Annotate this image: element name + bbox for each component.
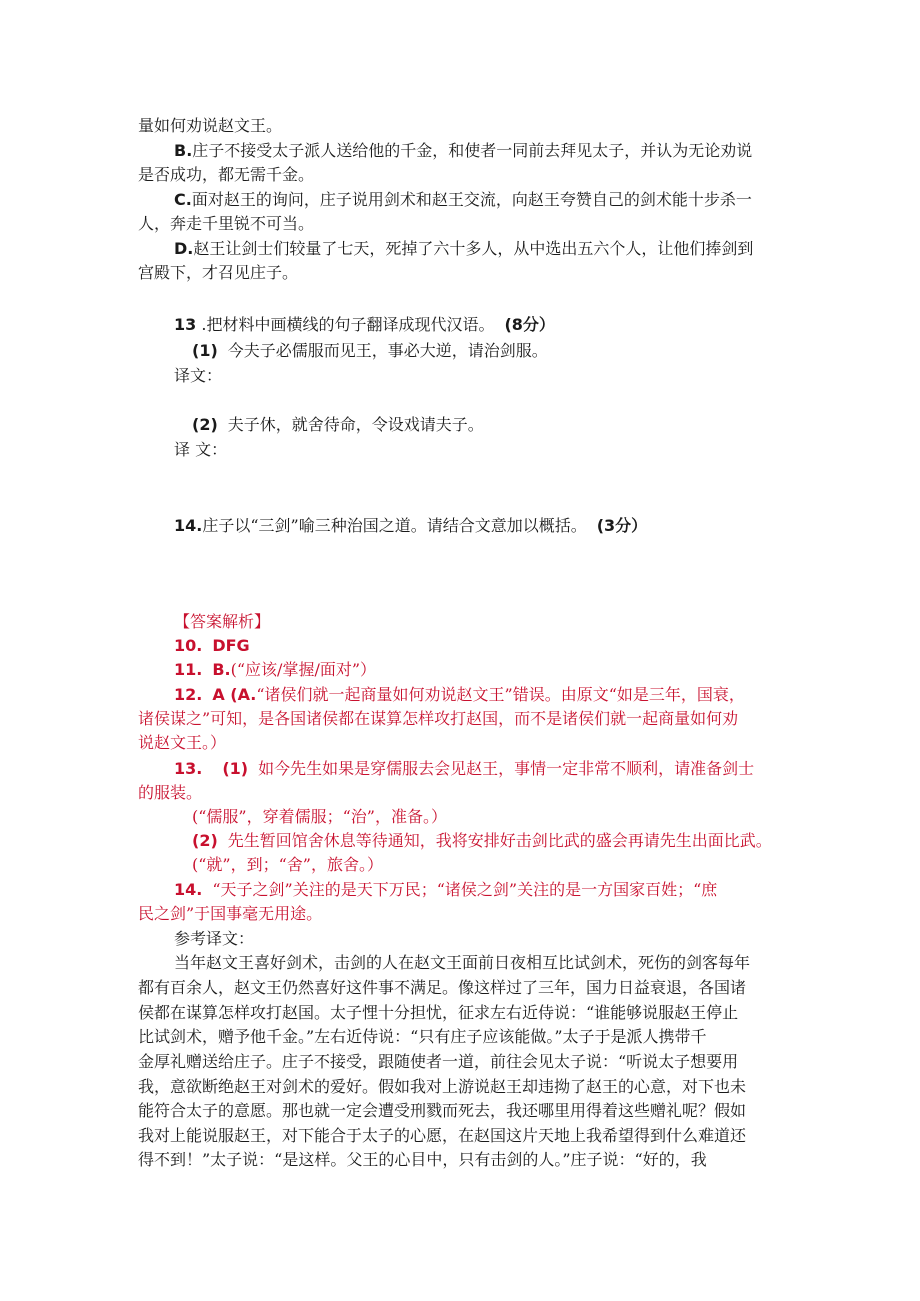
answer-10-number: 10. (174, 636, 203, 655)
answer-11-number: 11. (174, 660, 203, 679)
translation-line: 能符合太子的意愿。那也就一定会遭受刑戮而死去，我还哪里用得着这些赠礼呢？假如 (138, 1101, 747, 1120)
answer-13-1-note: (“儒服”，穿着儒服；“治”，准备。） (192, 807, 447, 826)
answer-13-1-label: (1) (222, 759, 249, 778)
option-label-d: D. (174, 239, 194, 258)
translation-line: 我对上能说服赵王，对下能合于太子的心愿，在赵国这片天地上我希望得到什么难道还 (138, 1126, 747, 1145)
q12-option-c-cont: 人，奔走千里锐不可当。 (138, 214, 315, 233)
answer-13-2 (192, 829, 772, 853)
q13-s1-text: 今夫子必儒服而见王，事必大逆，请治剑服。 (227, 341, 548, 360)
answer-11-label: B. (212, 660, 231, 679)
translation-line: 当年赵文王喜好剑术，击剑的人在赵文王面前日夜相互比试剑术，死伤的剑客每年 (174, 953, 751, 972)
answer-12 (174, 683, 745, 707)
q13-text: .把材料中画横线的句子翻译成现代汉语。 (196, 315, 495, 334)
answer-11-text: (“应该/掌握/面对”） (230, 660, 377, 679)
translation-line: 金厚礼赠送给庄子。庄子不接受，跟随使者一道，前往会见太子说：“听说太子想要用 (138, 1052, 739, 1071)
answer-13-2-label: (2) (192, 831, 218, 850)
answer-10 (174, 634, 250, 658)
q13-prompt (174, 313, 555, 337)
answer-12-label: A (A. (212, 685, 257, 704)
q12-option-b (174, 139, 752, 163)
answer-14 (174, 878, 717, 902)
answer-12-cont-2: 说赵文王。） (138, 733, 227, 752)
q12-option-d (174, 237, 753, 261)
answer-11 (174, 658, 376, 682)
q13-sentence-2 (192, 413, 484, 437)
q13-sentence-1 (192, 339, 548, 363)
answer-12-number: 12. (174, 685, 203, 704)
q13-number: 13 (174, 315, 197, 334)
answer-13-2-note: (“就”，到；“舍”，旅舍。） (192, 855, 383, 874)
answer-13-1-text: 如今先生如果是穿儒服去会见赵王，事情一定非常不顺利，请准备剑士 (258, 759, 755, 778)
q13-s2-text: 夫子休，就舍待命，令设戏请夫子。 (227, 415, 484, 434)
answer-13-2-text: 先生暂回馆舍休息等待通知，我将安排好击剑比武的盛会再请先生出面比武。 (227, 831, 772, 850)
q14-text: 庄子以“三剑”喻三种治国之道。请结合文意加以概括。 (202, 516, 587, 535)
q12-option-a-tail: 量如何劝说赵文王。 (138, 116, 283, 135)
option-label-c: C. (174, 190, 192, 209)
translation-line: 都有百余人，赵文王仍然喜好这件事不满足。像这样过了三年，国力日益衰退，各国诸 (138, 978, 747, 997)
q12-option-d-cont: 宫殿下，才召见庄子。 (138, 263, 299, 282)
q13-translation-1-label: 译文： (174, 366, 223, 385)
option-d-text: 赵王让剑士们较量了七天，死掉了六十多人，从中选出五六个人，让他们捧剑到 (193, 239, 754, 258)
answer-14-cont: 民之剑”于国事毫无用途。 (138, 904, 323, 923)
answer-10-text: DFG (212, 636, 250, 655)
translation-line: 比试剑术，赠予他千金。”左右近侍说：“只有庄子应该能做。”太子于是派人携带千 (138, 1027, 707, 1046)
q14-prompt (174, 514, 647, 538)
answer-13-number: 13. (174, 759, 203, 778)
q12-option-b-cont: 是否成功，都无需千金。 (138, 165, 315, 184)
answers-header: 【答案解析】 (174, 612, 271, 631)
option-label-b: B. (174, 141, 193, 160)
option-b-text: 庄子不接受太子派人送给他的千金，和使者一同前去拜见太子，并认为无论劝说 (192, 141, 753, 160)
answer-14-number: 14. (174, 880, 203, 899)
translation-line: 侯都在谋算怎样攻打赵国。太子悝十分担忧，征求左右近侍说：“谁能够说服赵王停止 (138, 1003, 739, 1022)
option-c-text: 面对赵王的询问，庄子说用剑术和赵王交流，向赵王夸赞自己的剑术能十步杀一 (191, 190, 752, 209)
answer-14-text: “天子之剑”关注的是天下万民；“诸侯之剑”关注的是一方国家百姓；“庶 (212, 880, 718, 899)
translation-line: 我，意欲断绝赵王对剑术的爱好。假如我对上游说赵王却违拗了赵王的心意，对下也未 (138, 1077, 747, 1096)
q13-s1-label: (1) (192, 341, 218, 360)
q13-score: (8分） (504, 315, 555, 334)
answer-13-1 (174, 757, 754, 781)
answer-12-text: “诸侯们就一起商量如何劝说赵文王”错误。由原文“如是三年，国衰， (256, 685, 745, 704)
translation-line: 得不到！”太子说：“是这样。父王的心目中，只有击剑的人。”庄子说：“好的，我 (138, 1150, 707, 1169)
q14-number: 14. (174, 516, 203, 535)
q13-translation-2-label: 译 文： (174, 440, 228, 459)
q13-s2-label: (2) (192, 415, 218, 434)
q14-score: (3分） (596, 516, 648, 535)
answer-13-1-cont: 的服装。 (138, 783, 203, 802)
answer-12-cont-1: 诸侯谋之”可知，是各国诸侯都在谋算怎样攻打赵国，而不是诸侯们就一起商量如何劝 (138, 709, 739, 728)
q12-option-c (174, 188, 752, 212)
translation-header: 参考译文： (174, 929, 255, 948)
